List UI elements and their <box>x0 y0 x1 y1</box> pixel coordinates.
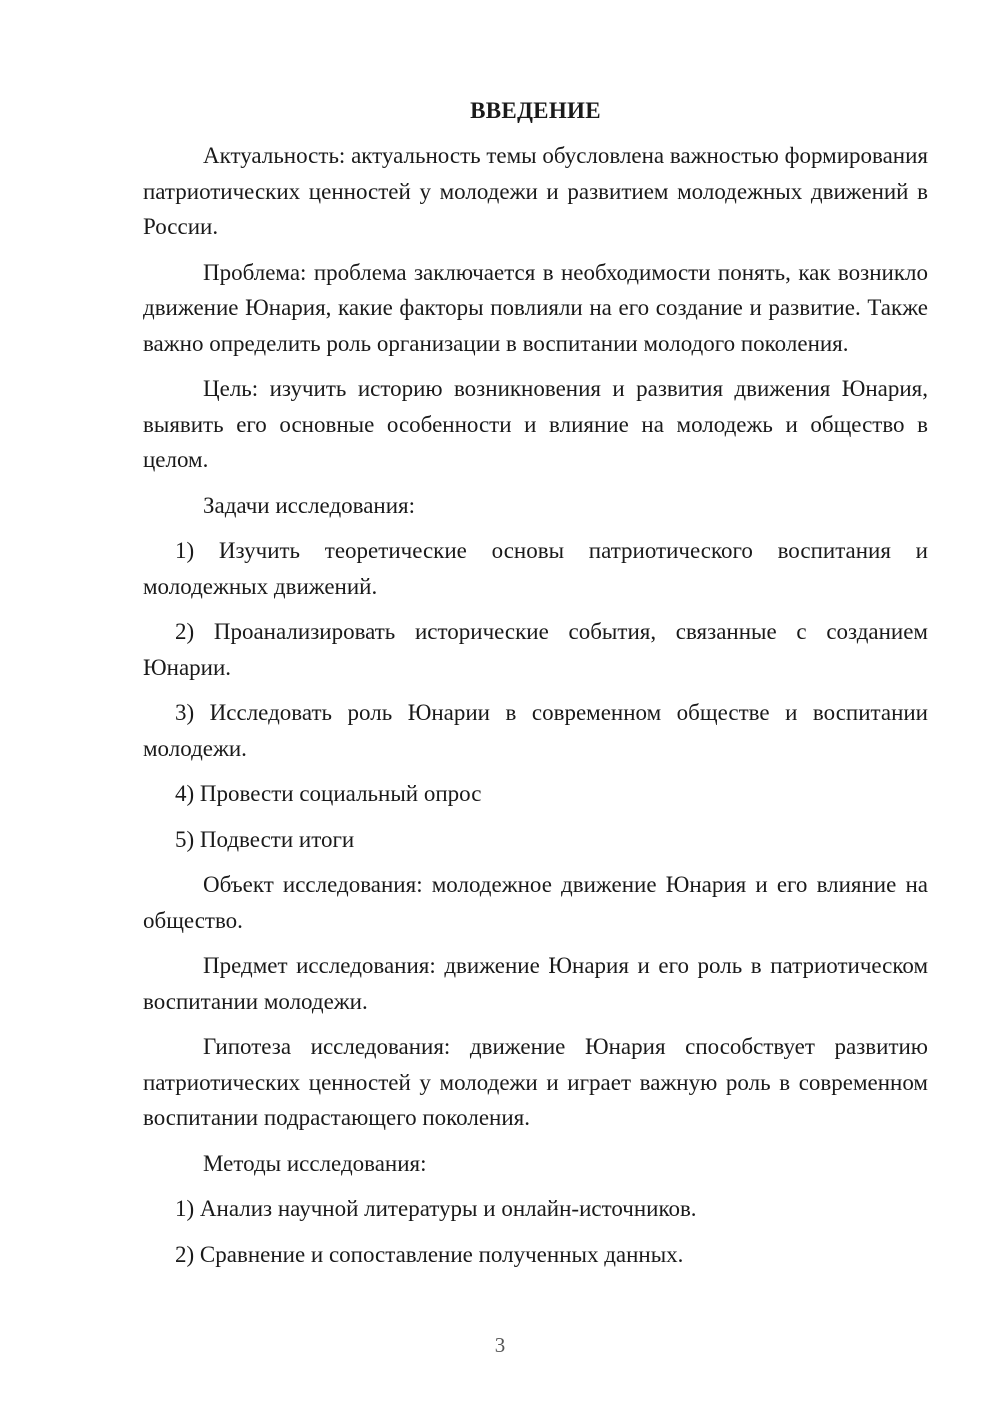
page-number: 3 <box>494 1333 506 1357</box>
object-paragraph: Объект исследования: молодежное движение Юнария и его влияние на общество. <box>143 872 928 933</box>
task-item-5: 5) Подвести итоги <box>175 826 355 852</box>
task-item-1: 1) Изучить теоретические основы патриотического воспитания и молодежных движений. <box>143 538 928 599</box>
subject-paragraph: Предмет исследования: движение Юнария и его роль в патриотическом воспитании молодежи. <box>143 953 928 1014</box>
tasks-heading: Задачи исследования: <box>203 492 416 518</box>
problem-paragraph: Проблема: проблема заключается в необходимости понять, как возникло движение Юнария, какие факторы повлияли на его создание и развитие. Также важно определить роль организации в воспитании молодого поколения. <box>143 259 928 356</box>
methods-heading: Методы исследования: <box>203 1150 427 1176</box>
document-page <box>143 96 928 1282</box>
page-title: ВВЕДЕНИЕ <box>470 98 601 123</box>
task-item-2: 2) Проанализировать исторические события, связанные с созданием Юнарии. <box>143 619 928 680</box>
relevance-paragraph: Актуальность: актуальность темы обусловлена важностью формирования патриотических ценностей у молодежи и развитием молодежных движений в России. <box>143 143 928 239</box>
method-item-2: 2) Сравнение и сопоставление полученных данных. <box>175 1241 684 1267</box>
task-item-4: 4) Провести социальный опрос <box>175 781 482 806</box>
method-item-1: 1) Анализ научной литературы и онлайн-источников. <box>175 1196 697 1221</box>
goal-paragraph: Цель: изучить историю возникновения и развития движения Юнария, выявить его основные особенности и влияние на молодежь и общество в целом. <box>143 376 928 472</box>
hypothesis-paragraph: Гипотеза исследования: движение Юнария способствует развитию патриотических ценностей у молодежи и играет важную роль в современном воспитании подрастающего поколения. <box>143 1034 928 1130</box>
task-item-3: 3) Исследовать роль Юнарии в современном обществе и воспитании молодежи. <box>143 700 928 761</box>
